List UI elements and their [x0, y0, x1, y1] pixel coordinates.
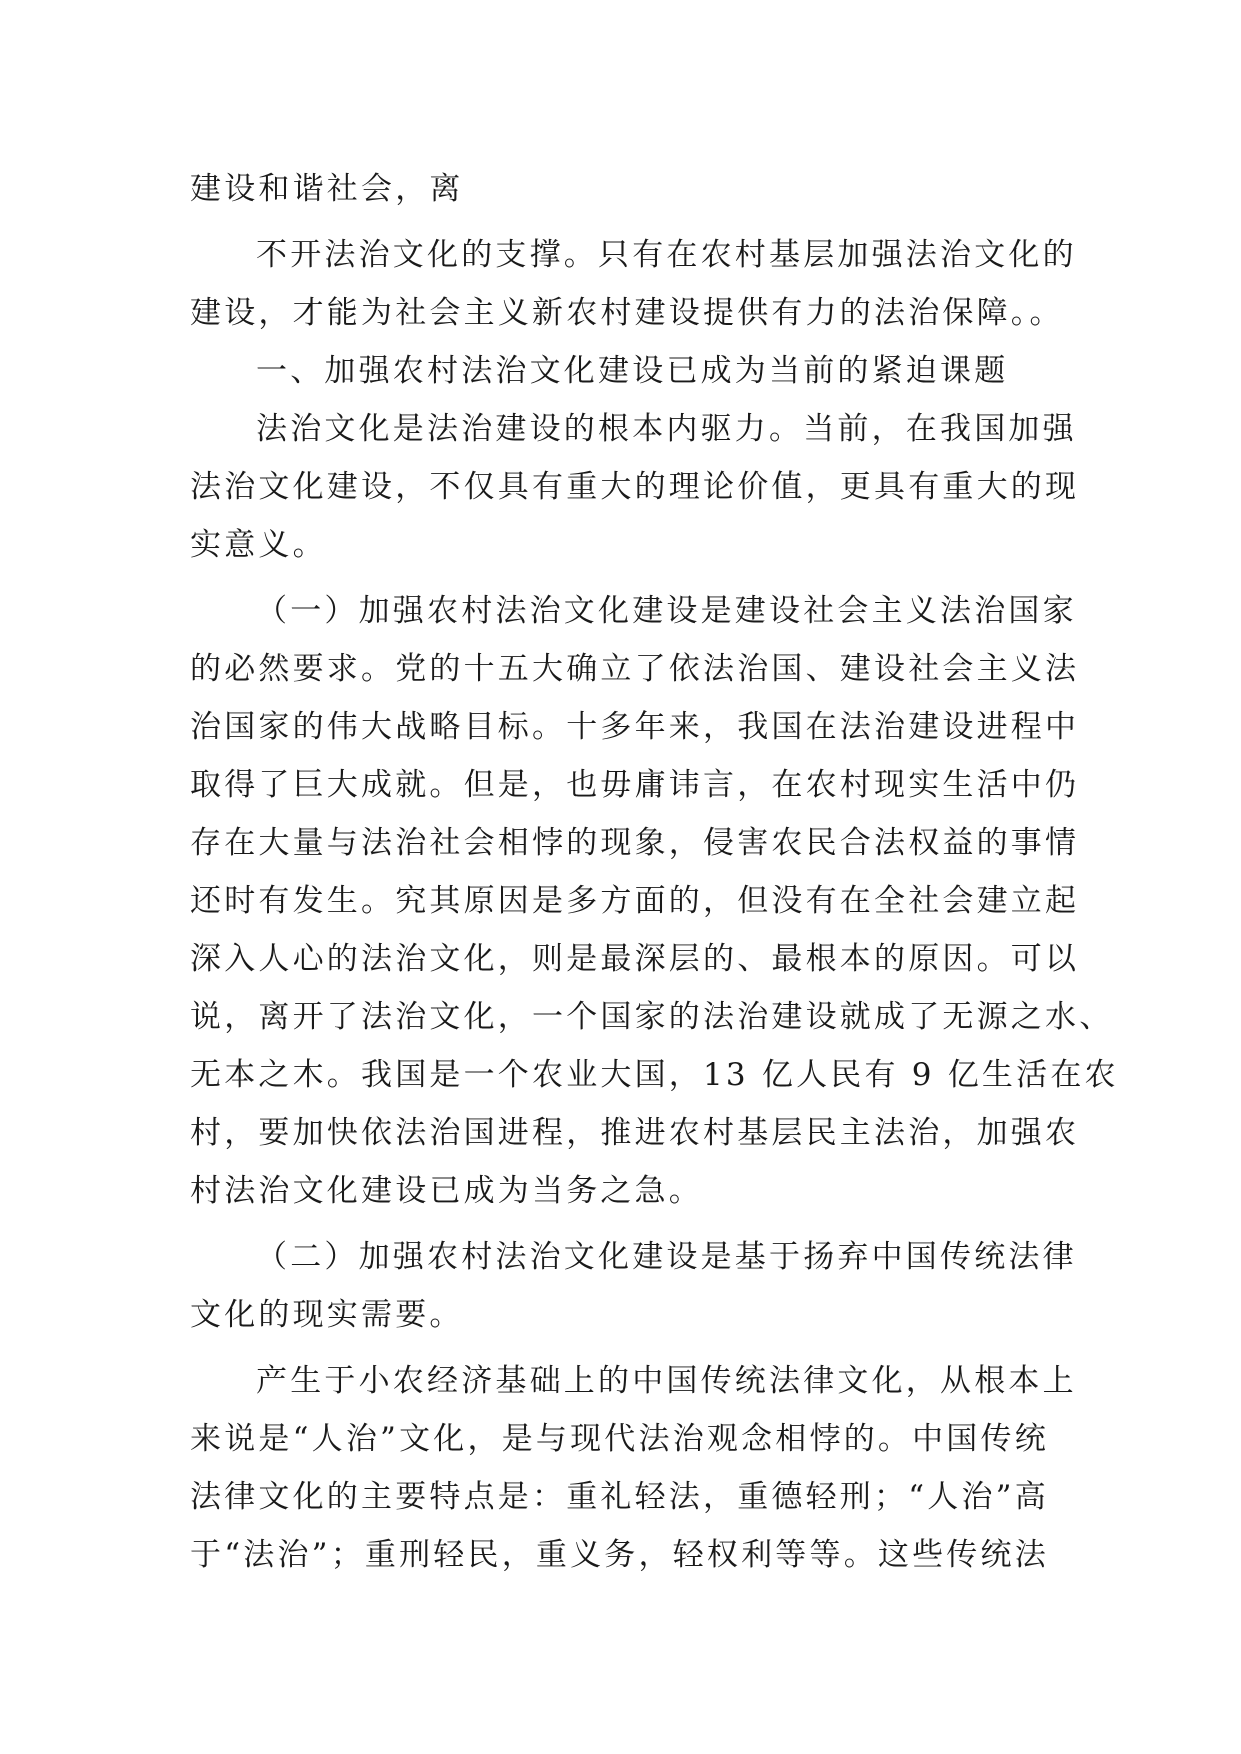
text-line: 产生于小农经济基础上的中国传统法律文化，从根本上 [256, 1363, 1077, 1399]
text-line: 法治文化是法治建设的根本内驱力。当前，在我国加强 [256, 411, 1077, 447]
text-line: 法治文化建设，不仅具有重大的理论价值，更具有重大的现 [190, 469, 1080, 505]
text-line: 来说是“人治”文化，是与现代法治观念相悖的。中国传统 [190, 1421, 1049, 1457]
section-heading: 一、加强农村法治文化建设已成为当前的紧迫课题 [256, 353, 1009, 389]
text-line: 治国家的伟大战略目标。十多年来，我国在法治建设进程中 [190, 709, 1080, 745]
text-line: 取得了巨大成就。但是，也毋庸讳言，在农村现实生活中仍 [190, 767, 1080, 803]
text-line: （一）加强农村法治文化建设是建设社会主义法治国家 [256, 593, 1077, 629]
text-line: 还时有发生。究其原因是多方面的，但没有在全社会建立起 [190, 883, 1080, 919]
text-line: 文化的现实需要。 [190, 1297, 464, 1333]
text-line: 不开法治文化的支撑。只有在农村基层加强法治文化的 [256, 237, 1077, 273]
text-line: 村，要加快依法治国进程，推进农村基层民主法治，加强农 [190, 1115, 1080, 1151]
text-line: 实意义。 [190, 527, 327, 563]
text-line: 村法治文化建设已成为当务之急。 [190, 1173, 703, 1209]
document-page [190, 160, 1119, 1584]
text-line: 法律文化的主要特点是：重礼轻法，重德轻刑；“人治”高 [190, 1479, 1049, 1515]
text-line: 建设，才能为社会主义新农村建设提供有力的法治保障。。 [190, 295, 1064, 331]
text-line: 的必然要求。党的十五大确立了依法治国、建设社会主义法 [190, 651, 1080, 687]
text-line: 于“法治”；重刑轻民，重义务，轻权利等等。这些传统法 [190, 1537, 1049, 1573]
text-line: 说，离开了法治文化，一个国家的法治建设就成了无源之水、 [190, 999, 1114, 1035]
text-line: 建设和谐社会，离 [190, 171, 464, 207]
text-line: 深入人心的法治文化，则是最深层的、最根本的原因。可以 [190, 941, 1080, 977]
text-line: 存在大量与法治社会相悖的现象，侵害农民合法权益的事情 [190, 825, 1080, 861]
text-line: 无本之木。我国是一个农业大国，13 亿人民有 9 亿生活在农 [190, 1057, 1119, 1093]
text-line: （二）加强农村法治文化建设是基于扬弃中国传统法律 [256, 1239, 1077, 1275]
